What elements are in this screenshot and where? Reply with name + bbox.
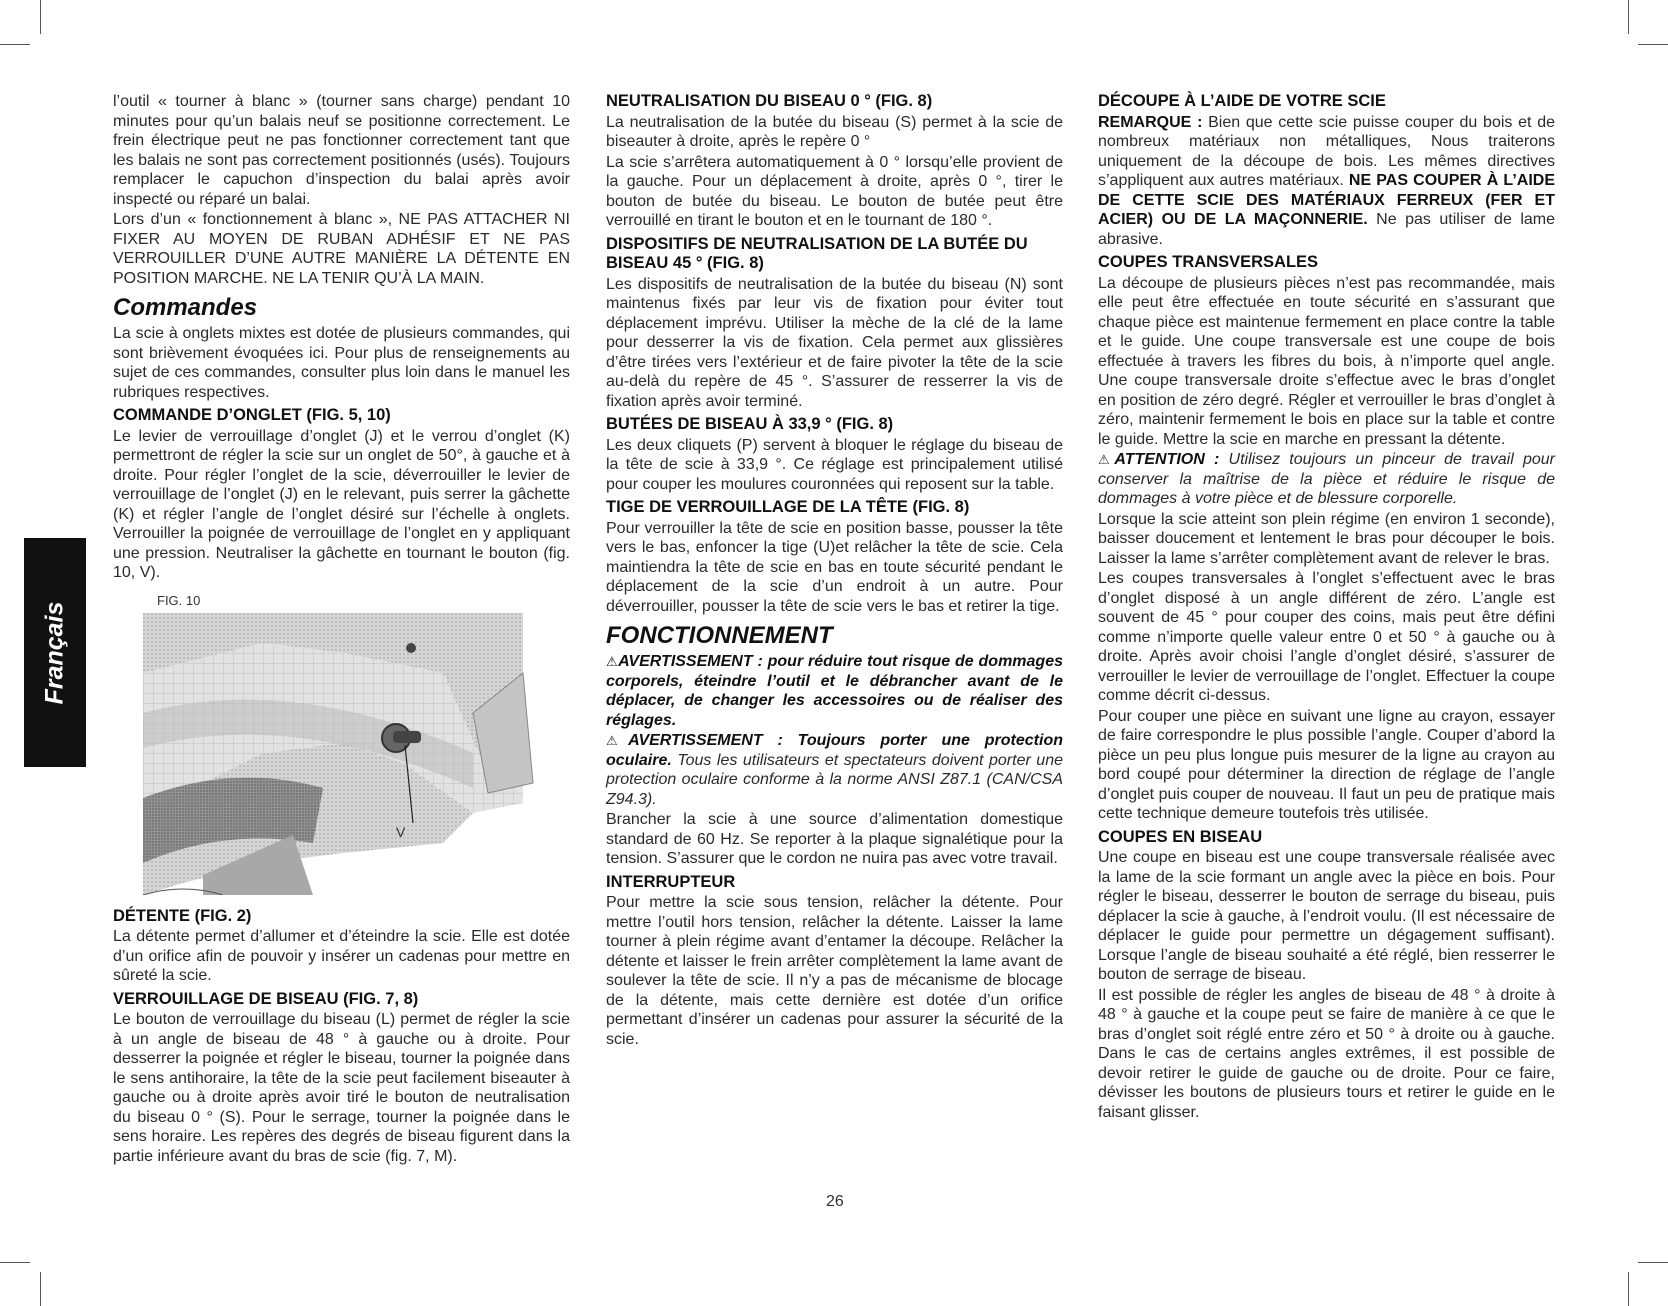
warning-eye-protection [606, 731, 1063, 809]
heading-trigger: DÉTENTE (FIG. 2) [113, 906, 252, 925]
note-label: REMARQUE : [1098, 113, 1203, 131]
crop-mark [1628, 0, 1629, 34]
crop-mark [1638, 44, 1668, 45]
paragraph-crosscuts: La découpe de plusieurs pièces n’est pas recommandée, mais elle peut être effectuée en toute sécurité en s’assurant que chaque pièce est maintenue fermement en place contre la table et le guide. Une coupe transversale est une coupe de bois effectuée à travers les fibres du bois, à n’importe quel angle. Une coupe transversale droite s’effectue avec le bras d’onglet en position de zéro degré. Régler et verrouiller le bras d’onglet à zéro, maintenir fermement le bois en place sur la table et contre le guide. Mettre la scie en marche en pressant la détente. [1098, 274, 1555, 448]
paragraph-bevel-stop-override: Les dispositifs de neutralisation de la butée du biseau (N) sont maintenus fixés par leur vis de fixation pour éviter tout déplacement imprévu. Utiliser la mèche de la clé de la lame pour desserrer la vis de fixation. Cela permet aux glissières d’être tirées vers l’extérieur et de faire pivoter la tête de la scie au-delà du repère de 45 °. S’assurer de resserrer la vis de fixation après avoir terminé. [606, 275, 1063, 410]
note-text: Bien que cette scie puisse couper du bois et de nombreux matériaux non métalliques, Nous traiterons uniquement de la découpe de bois. Les mêmes directives s’appliquent aux autres matériaux. [1098, 113, 1556, 189]
crop-mark [1628, 1272, 1629, 1306]
figure-10 [113, 591, 570, 903]
column-right [1098, 92, 1555, 1123]
page-number: 26 [826, 1193, 844, 1210]
paragraph-bevel-override-2: La scie s’arrêtera automatiquement à 0 ° lorsqu’elle provient de la gauche. Pour un déplacement à droite, après 0 °, tirer le bouton de butée du biseau. Le bouton de butée peut être verrouillé en tirant le bouton et en le tournant de 180 °. [606, 153, 1063, 229]
paragraph-miter-control: Le levier de verrouillage d’onglet (J) et le verrou d’onglet (K) permettront de régler la scie sur un onglet de 50°, à gauche et à droite. Pour régler l’onglet de la scie, déverrouiller le levier de verrouillage de l’onglet (J) en le relevant, puis serrer la gâchette (K) et régler l’angle de l’onglet désiré sur l’échelle à onglets. Verrouiller la poignée de verrouillage de l’onglet en y appliquant une pression. Neutraliser la gâchette en tournant le bouton (fig. 10, V). [113, 427, 570, 581]
paragraph-brush-break-in: l’outil « tourner à blanc » (tourner sans charge) pendant 10 minutes pour qu’un balais neuf se positionne correctement. Le frein électrique peut ne pas fonctionner correctement tant que les balais ne sont pas correctement positionnés (usés). Toujours remplacer le capuchon d’inspection du balai après avoir inspecté ou réparé un balai. [113, 93, 570, 208]
caution-text: Utilisez toujours un pinceur de travail pour conserver la maîtrise de la pièce et réduire le risque de dommages à votre pièce et de blessure corporelle. [1098, 451, 1556, 507]
heading-crosscuts: COUPES TRANSVERSALES [1098, 253, 1319, 271]
heading-bevel-stop-override: DISPOSITIFS DE NEUTRALISATION DE LA BUTÉE DU BISEAU 45 ° (FIG. 8) [606, 234, 1028, 272]
warning-triangle-icon: ⚠ [606, 654, 619, 669]
heading-bevel-detents: BUTÉES DE BISEAU À 33,9 ° (FIG. 8) [606, 415, 894, 433]
paragraph-lock-pin: Pour verrouiller la tête de scie en position basse, pousser la tête vers le bas, enfoncer la tige (U)et relâcher la tête de scie. Cela maintiendra la tête de scie en bas en toute sécurité pendant le déplacement de la scie d’un endroit à un autre. Pour déverrouiller, pousser la tête de scie vers le bas et retirer la tige. [606, 519, 1063, 615]
paragraph-power-supply: Brancher la scie à une source d’alimentation domestique standard de 60 Hz. Se reporter à la plaque signalétique pour la tension. S’assurer que le cordon ne nuira pas avec votre travail. [606, 811, 1063, 867]
paragraph-bevel-cuts-1: Une coupe en biseau est une coupe transversale réalisée avec la lame de la scie formant un angle avec la pièce en bois. Pour régler le biseau, desserrer le bouton de serrage du biseau, puis déplacer la scie à gauche, à l’endroit voulu. (Il est nécessaire de déplacer le guide pour permettre un dégagement suffisant). Lorsque l’angle de biseau souhaité a été réglé, bien resserrer le bouton de serrage de biseau. [1098, 849, 1555, 983]
caution-label: ATTENTION : [1114, 451, 1220, 468]
warning-unplug [606, 652, 1063, 730]
note-end: Ne pas utiliser de lame abrasive. [1098, 211, 1556, 248]
note-bold-warning: NE PAS COUPER À L’AIDE DE CETTE SCIE DES MATÉRIAUX FERREUX (FER ET ACIER) OU DE LA MAÇONNERIE. [1098, 172, 1555, 228]
crop-mark [40, 1272, 41, 1306]
caution-clamp [1098, 450, 1555, 509]
paragraph-bevel-cuts-2: Il est possible de régler les angles de biseau de 48 ° à droite à 48 ° à gauche et la coupe peut se faire de manière à ce que le bras d’onglet soit réglé entre zéro et 50 ° à droite ou à gauche. Dans le cas de certains angles extrêmes, il est possible de devoir retirer le guide de gauche ou de droite. Pour ce faire, dévisser les boutons de plusieurs tours et retirer le guide en le faisant glisser. [1098, 986, 1555, 1121]
heading-bevel-cuts: COUPES EN BISEAU [1098, 827, 1263, 846]
column-middle [606, 92, 1063, 1050]
paragraph-commandes: La scie à onglets mixtes est dotée de plusieurs commandes, qui sont brièvement évoquées ici. Pour plus de renseignements au sujet de ces commandes, consulter plus loin dans le manuel les rubriques respectives. [113, 325, 570, 401]
miter-saw-detail-image [143, 613, 543, 895]
figure-label: FIG. 10 [157, 592, 201, 608]
heading-bevel-lock: VERROUILLAGE DE BISEAU (FIG. 7, 8) [113, 989, 419, 1008]
heading-lock-pin: TIGE DE VERROUILLAGE DE LA TÊTE (FIG. 8) [606, 498, 970, 516]
crop-mark [40, 0, 41, 34]
figure-callout-v: V [396, 823, 406, 840]
paragraph-switch: Pour mettre la scie sous tension, relâcher la détente. Pour mettre l’outil hors tension, relâcher la détente. Laisser la lame tourner à plein régime avant d’entamer la découpe. Relâcher la détente et laisser le frein arrêter complètement la lame avant de soulever la tête de scie. Il n’y a pas de mécanisme de blocage de la détente, mais cette dernière est dotée d’un orifice permettant d’insérer un cadenas pour assurer la sécurité de la scie. [606, 894, 1063, 1048]
heading-cutting: DÉCOUPE À L’AIDE DE VOTRE SCIE [1098, 92, 1386, 110]
crop-mark [0, 1262, 30, 1263]
column-left [113, 92, 570, 1167]
paragraph-pencil-line: Pour couper une pièce en suivant une ligne au crayon, essayer de faire correspondre le plus possible l’angle. Couper d’abord la pièce un peu plus longue puis mesurer de la ligne au crayon au bord coupé pour déterminer la direction de réglage de l’angle d’onglet puis couper de nouveau. Il faut un peu de pratique mais cette technique demeure toutefois très utilisée. [1098, 707, 1555, 822]
language-side-tab [24, 538, 86, 767]
paragraph-bevel-lock: Le bouton de verrouillage du biseau (L) permet de régler la scie à un angle de biseau de 48 ° à gauche ou à droite. Pour desserrer la poignée et régler le biseau, tourner la poignée dans le sens antihoraire, la tête de la scie peut facilement biseauter à gauche ou à droite après avoir tiré le bouton de neutralisation du biseau 0 ° (S). Pour le serrage, tourner la poignée dans le sens horaire. Les repères des degrés de biseau figurent dans la partie inférieure avant du bras de scie (fig. 7, M). [113, 1011, 570, 1165]
crop-mark [0, 44, 30, 45]
paragraph-trigger: La détente permet d’allumer et d’éteindre la scie. Elle est dotée d’un orifice afin de pouvoir y insérer un cadenas pour mettre en sûreté la scie. [113, 928, 570, 984]
warning-eye-bold: AVERTISSEMENT : Toujours porter une protection oculaire. [606, 732, 1064, 769]
heading-bevel-override: NEUTRALISATION DU BISEAU 0 ° (FIG. 8) [606, 92, 933, 110]
paragraph-note [1098, 113, 1555, 250]
heading-miter-control: COMMANDE D’ONGLET (FIG. 5, 10) [113, 406, 391, 424]
crop-mark [1638, 1262, 1668, 1263]
paragraph-full-speed: Lorsque la scie atteint son plein régime (en environ 1 seconde), baisser doucement et lentement le bras pour découper le bois. Laisser la lame s’arrêter complètement avant de relever le bras. [1098, 510, 1555, 567]
warning-triangle-icon: ⚠ [606, 733, 629, 748]
paragraph-bevel-override-1: La neutralisation de la butée du biseau (S) permet à la scie de biseauter à droite, après le repère 0 ° [606, 113, 1063, 150]
warning-unplug-text: AVERTISSEMENT : pour réduire tout risque de dommages corporels, éteindre l’outil et le débrancher avant de le déplacer, de changer les accessoires ou de réaliser des réglages. [606, 653, 1063, 729]
paragraph-miter-crosscuts: Les coupes transversales à l’onglet s’effectuent avec le bras d’onglet disposé à un angle différent de zéro. L’angle est souvent de 45 ° pour couper des coins, mais peut être défini comme n’importe quelle valeur entre 0 et 50 ° à gauche ou à droite. Après avoir choisi l’angle d’onglet désiré, s’assurer de verrouiller le levier de verrouillage de l’onglet. Effectuer la coupe comme décrit ci-dessus. [1098, 570, 1555, 704]
section-title-commandes: Commandes [113, 294, 258, 321]
heading-switch: INTERRUPTEUR [606, 872, 736, 891]
paragraph-no-load-warning: Lors d’un « fonctionnement à blanc », NE PAS ATTACHER NI FIXER AU MOYEN DE RUBAN ADHÉSIF ET NE PAS VERROUILLER D’UNE AUTRE MANIÈRE LA DÉTENTE EN POSITION MARCHE. NE LA TENIR QU’À LA MAIN. [113, 211, 570, 287]
language-label: Français [40, 601, 69, 704]
warning-triangle-icon: ⚠ [1098, 452, 1115, 467]
section-title-operation: FONCTIONNEMENT [606, 622, 833, 649]
warning-eye-italic: Tous les utilisateurs et spectateurs doivent porter une protection oculaire conforme à la norme ANSI Z87.1 (CAN/CSA Z94.3). [606, 751, 1063, 808]
paragraph-bevel-detents: Les deux cliquets (P) servent à bloquer le réglage du biseau de la tête de scie à 33,9 °. Ce réglage est principalement utilisé pour couper les moulures couronnées qui reposent sur la table. [606, 436, 1063, 493]
